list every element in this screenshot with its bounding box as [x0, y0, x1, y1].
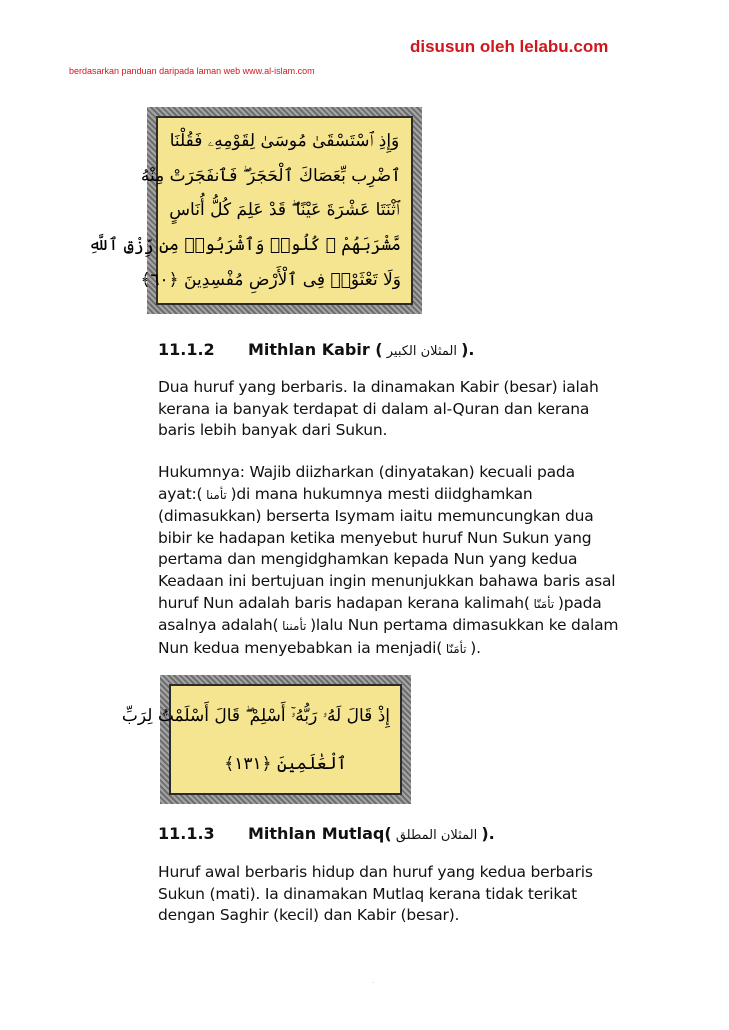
verse-line: وَلَا تَعْثَوْا۟ فِى ٱلْأَرْضِ مُفْسِدِينَ ﴿٦٠﴾	[140, 270, 401, 290]
text-line: pertama dan mengidghamkan kepada Nun yang kedua	[158, 550, 578, 569]
page-mark: .	[372, 978, 374, 985]
text-segment: asalnya adalah(	[158, 616, 279, 635]
arabic-word: تأمننا	[278, 619, 311, 634]
text-line: Sukun (mati). Ia dinamakan Mutlaq kerana tidak terikat	[158, 884, 577, 903]
quran-verse-image-2	[121, 675, 411, 804]
verse-line: ٱضْرِب بِّعَصَاكَ ٱلْحَجَرَ ۖ فَٱنفَجَرَتْ مِنْهُ	[140, 166, 401, 186]
text-line: Dua huruf yang berbaris. Ia dinamakan Kabir (besar) ialah	[158, 378, 599, 396]
section-title-suffix: ).	[461, 340, 475, 359]
text-line	[158, 593, 678, 616]
text-line: Keadaan ini bertujuan ingin menunjukkan bahawa baris asal	[158, 571, 616, 590]
section-heading-kabir	[158, 340, 474, 359]
section-title-arabic: المثلان الكبير	[382, 344, 462, 359]
text-segment: ).	[470, 638, 481, 657]
text-line	[158, 615, 678, 638]
text-segment: ayat:(	[158, 484, 203, 503]
verse-line: مَّشْرَبَهُمْ ۖ كُلُوا۟ وَٱشْرَبُوا۟ مِن رِّزْقِ ٱللَّهِ	[88, 235, 401, 255]
author-credit: disusun oleh lelabu.com	[410, 37, 609, 56]
section-title-arabic: المثلان المطلق	[391, 828, 482, 843]
arabic-word: تأمَنّا	[442, 641, 471, 656]
verse-line: إِذْ قَالَ لَهُۥ رَبُّهُۥٓ أَسْلِمْ ۖ قَالَ أَسْلَمْتُ لِرَبِّ	[121, 705, 390, 726]
verse-panel-2	[121, 684, 402, 795]
verse-line: ٱلْعَٰلَمِينَ ﴿١٣١﴾	[224, 753, 347, 774]
quran-verse-image-1	[88, 107, 422, 314]
text-line: Huruf awal berbaris hidup dan huruf yang kedua berbaris	[158, 863, 593, 881]
section-title: Mithlan Kabir (	[248, 340, 383, 359]
text-line	[158, 484, 678, 507]
text-line: bibir ke hadapan ketika menyebut huruf Nun Sukun yang	[158, 528, 592, 547]
kabir-definition	[158, 377, 678, 442]
text-line	[158, 638, 678, 661]
section-heading-mutlaq	[158, 824, 495, 843]
section-number: 11.1.3	[158, 824, 215, 843]
verse-line: ٱثْنَتَا عَشْرَةَ عَيْنًا ۖ قَدْ عَلِمَ كُلُّ أُنَاسٍ	[169, 200, 400, 220]
text-line: dengan Saghir (kecil) dan Kabir (besar).	[158, 906, 460, 925]
text-line: baris lebih banyak dari Sukun.	[158, 421, 388, 440]
section-title-suffix: ).	[481, 824, 495, 843]
text-segment: Nun kedua menyebabkan ia menjadi(	[158, 638, 443, 657]
verse-panel-1	[88, 116, 413, 305]
source-note: berdasarkan panduan daripada laman web www.al-islam.com	[69, 66, 315, 76]
section-title: Mithlan Mutlaq(	[248, 824, 392, 843]
text-line: Hukumnya: Wajib diizharkan (dinyatakan) kecuali pada	[158, 463, 575, 481]
mutlaq-definition	[158, 862, 678, 927]
text-segment: huruf Nun adalah baris hadapan kerana kalimah(	[158, 593, 530, 612]
arabic-word: تأمَنّا	[529, 596, 558, 611]
verse-line: وَإِذِ ٱسْتَسْقَىٰ مُوسَىٰ لِقَوْمِهِۦ فَقُلْنَا	[169, 131, 400, 151]
text-segment: )lalu Nun pertama dimasukkan ke dalam	[310, 616, 619, 635]
arabic-word: تأمنا	[202, 487, 231, 502]
text-line: kerana ia banyak terdapat di dalam al-Quran dan kerana	[158, 399, 590, 418]
text-segment: )pada	[557, 593, 602, 612]
text-segment: )di mana hukumnya mesti diidghamkan	[230, 484, 533, 503]
text-line: (dimasukkan) berserta Isymam iaitu memuncungkan dua	[158, 507, 594, 526]
kabir-ruling	[158, 462, 678, 660]
section-number: 11.1.2	[158, 340, 215, 359]
